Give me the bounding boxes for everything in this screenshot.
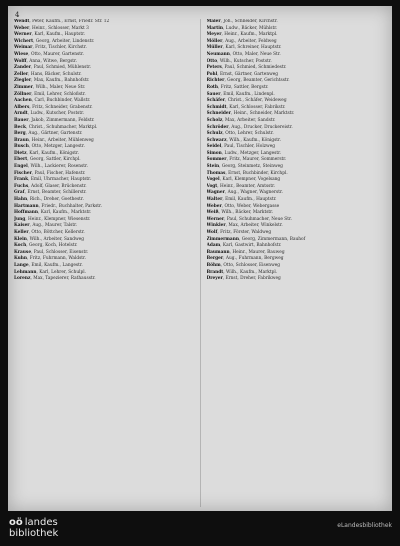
- entry-details: Georg, Beamter, Gerichtsstr.: [227, 78, 290, 84]
- directory-entry: Martin, Ludw., Bäcker, Mühlstr.: [206, 25, 278, 31]
- directory-entry: Brandt, Wilh., Kaufm., Marktpl.: [206, 269, 278, 275]
- entry-name: Brandt: [206, 269, 224, 275]
- entry-details: Karl, Kaufm., Marktstr.: [40, 210, 92, 216]
- entry-details: Otto, Schlosser, Eisenweg: [223, 262, 281, 268]
- directory-entry: Winkler, Max, Arbeiter, Winkelstr.: [206, 223, 283, 229]
- entry-details: Emil, Kaufm., Langestr.: [31, 262, 83, 268]
- entry-details: Wilh., Kaufm., Königstr.: [229, 137, 281, 143]
- directory-entry: Krause, Paul, Schlosser, Eisenstr.: [14, 249, 89, 255]
- entry-details: Ludw., Bäcker, Mühlstr.: [225, 25, 278, 31]
- entry-details: Joh., Schneider, Kirchstr.: [223, 19, 278, 24]
- entry-details: Karl, Kaufm., Königstr.: [29, 150, 79, 156]
- entry-details: Fritz, Tischler, Kirchstr.: [35, 45, 87, 51]
- directory-entry: Hartmann, Friedr., Buchhalter, Parkstr.: [14, 203, 102, 209]
- entry-name: Zeller: [14, 71, 29, 77]
- directory-entry: Berg, Aug., Gärtner, Gartenstr.: [14, 131, 83, 137]
- directory-entry: Lehmann, Karl, Lehrer, Schulpl.: [14, 269, 86, 275]
- entry-name: Schulz: [206, 131, 223, 137]
- entry-details: Paul, Fischer, Hafenstr.: [34, 170, 86, 176]
- entry-details: Ernst, Gärtner, Gartenweg: [219, 71, 279, 77]
- entry-name: Fuchs: [14, 183, 29, 189]
- directory-entry: Baumann, Heinr., Maurer, Bauweg: [206, 249, 285, 255]
- directory-entry: Lange, Emil, Kaufm., Langestr.: [14, 262, 83, 268]
- entry-name: Graf: [14, 190, 25, 196]
- entry-details: Max, Kaufm., Bahnhofstr.: [33, 78, 90, 84]
- entry-details: Ludw., Metzger, Langestr.: [224, 150, 282, 156]
- directory-entry: Bauer, Jakob, Zimmermann, Feldstr.: [14, 117, 95, 123]
- directory-entry: Jung, Heinr., Klempner, Wiesenstr.: [14, 216, 91, 222]
- entry-name: Böhm: [206, 262, 221, 268]
- directory-entry: Keller, Otto, Böttcher, Kellerstr.: [14, 230, 85, 235]
- directory-entry: Berger, Aug., Fuhrmann, Bergweg: [206, 256, 284, 262]
- entry-name: Möller: [206, 38, 223, 44]
- directory-entry: Peters, Paul, Schmied, Schmiedestr.: [206, 65, 287, 71]
- entry-name: Schäfer: [206, 98, 225, 104]
- entry-name: Busch: [14, 144, 29, 150]
- directory-entry: Weiß, Wilh., Bäcker, Marktstr.: [206, 210, 274, 216]
- entry-name: Schröder: [206, 124, 229, 130]
- entry-name: Roth: [206, 84, 219, 90]
- directory-entry: Simon, Ludw., Metzger, Langestr.: [206, 150, 282, 156]
- entry-name: Seidel: [206, 144, 222, 150]
- entry-details: Paul, Tischler, Holzweg: [224, 144, 276, 150]
- entry-name: Lange: [14, 262, 29, 268]
- entry-details: Georg, Koch, Hotelstr.: [28, 243, 78, 249]
- entry-details: Otto, Maler, Neue Str.: [232, 51, 281, 57]
- directory-entry: Weber, Heinr., Schlosser, Markt 3: [14, 25, 89, 31]
- entry-name: Hartmann: [14, 203, 39, 209]
- entry-details: Heinr., Klempner, Wiesenstr.: [28, 216, 91, 222]
- entry-details: Anna, Witwe, Bergstr.: [29, 58, 77, 64]
- entry-name: Adam: [206, 243, 221, 249]
- directory-entry: Stein, Georg, Steinmetz, Steinweg: [206, 164, 283, 170]
- entry-details: Karl, Lehrer, Schulpl.: [39, 269, 86, 275]
- entry-details: Emil, Kaufm., Hauptstr.: [225, 197, 277, 203]
- entry-name: Müller: [206, 45, 223, 51]
- entry-details: Karl, Klempner, Vogelsang: [222, 177, 281, 183]
- directory-entry: Lorenz, Max, Tapezierer, Rathausstr.: [14, 276, 96, 282]
- directory-entry: Zimmer, Wilh., Maler, Neue Str.: [14, 84, 86, 90]
- entry-details: Heinr., Maurer, Bauweg: [232, 249, 285, 255]
- entry-name: Kuhn: [14, 256, 28, 262]
- entry-details: Ludw., Kutscher, Poststr.: [30, 111, 85, 117]
- entry-details: Max, Arbeiter, Winkelstr.: [228, 223, 283, 229]
- directory-entry: Busch, Otto, Metzger, Langestr.: [14, 144, 85, 150]
- directory-entry: Sommer, Fritz, Maurer, Sommerstr.: [206, 157, 287, 163]
- directory-columns: [14, 19, 386, 507]
- directory-entry: Zöllner, Emil, Lehrer, Schloßstr.: [14, 91, 86, 97]
- directory-entry: Wichert, Georg, Arbeiter, Lindenstr.: [14, 38, 95, 44]
- entry-details: Heinr., Beamter, Amtsstr.: [220, 183, 276, 189]
- entry-details: Aug., Drucker, Druckereistr.: [231, 124, 293, 130]
- entry-name: Wichert: [14, 38, 34, 44]
- directory-entry: Zimmermann, Georg, Zimmermann, Bauhof: [206, 236, 306, 242]
- entry-name: Vogel: [206, 177, 220, 183]
- directory-entry: Braun, Heinr., Arbeiter, Mühlenweg: [14, 137, 94, 143]
- directory-entry: Hahn, Rich., Dreher, Goethestr.: [14, 197, 84, 203]
- directory-entry: Beck, Christ., Schuhmacher, Marktpl.: [14, 124, 98, 130]
- entry-details: Karl, Kaufm., Hauptstr.: [34, 32, 86, 38]
- entry-name: Berger: [206, 256, 224, 262]
- directory-entry: Dreyer, Ernst, Dreher, Fabrikweg: [206, 276, 281, 282]
- directory-entry: Neumann, Otto, Maler, Neue Str.: [206, 51, 281, 57]
- entry-details: Paul, Schmied, Mühlenstr.: [33, 65, 92, 71]
- entry-details: Wilh., Bäcker, Marktstr.: [221, 210, 274, 216]
- entry-name: Richter: [206, 78, 225, 84]
- entry-name: Zander: [14, 65, 32, 71]
- directory-entry: Scholz, Max, Arbeiter, Sandstr.: [206, 117, 276, 123]
- entry-details: Otto, Lehrer, Schulstr.: [225, 131, 274, 137]
- entry-name: Martin: [206, 25, 224, 31]
- entry-name: Sauer: [206, 91, 221, 97]
- entry-details: Max, Arbeiter, Sandstr.: [225, 117, 276, 123]
- entry-details: Adolf, Glaser, Brückenstr.: [31, 183, 87, 189]
- entry-name: Bauer: [14, 117, 29, 123]
- entry-name: Albers: [14, 104, 30, 110]
- directory-entry: Ziegler, Max, Kaufm., Bahnhofstr.: [14, 78, 90, 84]
- entry-details: Paul, Schuhmacher, Neue Str.: [226, 216, 292, 222]
- entry-name: Weber: [206, 203, 222, 209]
- directory-entry: Richter, Georg, Beamter, Gerichtsstr.: [206, 78, 290, 84]
- directory-entry: Engel, Wilh., Lackierer, Rosenstr.: [14, 164, 88, 170]
- entry-details: Ernst, Dreher, Fabrikweg: [225, 276, 281, 282]
- entry-details: Heinr., Schlosser, Markt 3: [31, 25, 89, 31]
- directory-entry: Meyer, Heinr., Kaufm., Marktpl.: [206, 32, 278, 38]
- entry-details: Aug., Wagner, Wagnerstr.: [227, 190, 283, 196]
- entry-details: Ernst, Buchbinder, Kirchpl.: [228, 170, 288, 176]
- entry-details: Karl, Schreiner, Hauptstr.: [225, 45, 282, 51]
- directory-entry: Seidel, Paul, Tischler, Holzweg: [206, 144, 276, 150]
- entry-name: Scholz: [206, 117, 223, 123]
- entry-name: Hahn: [14, 197, 28, 203]
- directory-entry: Wendt, Peter, Kaufm., Ernst, Friedr. Str. 12: [14, 19, 110, 24]
- entry-name: Hoffmann: [14, 210, 39, 216]
- directory-entry: Werner, Karl, Kaufm., Hauptstr.: [14, 32, 86, 38]
- directory-entry: Kaiser, Aug., Maurer, Talstr.: [14, 223, 78, 229]
- entry-name: Engel: [14, 164, 28, 170]
- entry-name: Krause: [14, 249, 32, 255]
- directory-entry: Sauer, Emil, Kaufm., Lindenpl.: [206, 91, 275, 97]
- entry-name: Lorenz: [14, 276, 31, 282]
- entry-name: Zimmermann: [206, 236, 239, 242]
- entry-details: Rich., Dreher, Goethestr.: [29, 197, 84, 203]
- entry-details: Wilh., Kaufm., Marktpl.: [226, 269, 278, 275]
- directory-entry: Böhm, Otto, Schlosser, Eisenweg: [206, 262, 281, 268]
- entry-name: Zöllner: [14, 91, 32, 97]
- entry-name: Stein: [206, 164, 220, 170]
- entry-details: Wilh., Maler, Neue Str.: [35, 84, 86, 90]
- entry-name: Ziegler: [14, 78, 32, 84]
- entry-details: Fritz, Förster, Waldweg: [220, 230, 272, 235]
- entry-details: Georg, Arbeiter, Lindenstr.: [35, 38, 95, 44]
- directory-entry: Schulz, Otto, Lehrer, Schulstr.: [206, 131, 274, 137]
- entry-name: Kaiser: [14, 223, 30, 229]
- entry-details: Heinr., Arbeiter, Mühlenweg: [31, 137, 94, 143]
- entry-name: Zimmer: [14, 84, 33, 90]
- entry-name: Maier: [206, 19, 221, 24]
- entry-name: Wiese: [14, 51, 29, 57]
- entry-details: Georg, Steinmetz, Steinweg: [221, 164, 283, 170]
- directory-entry: Wiese, Otto, Maurer, Gartenstr.: [14, 51, 84, 57]
- entry-name: Wagner: [206, 190, 225, 196]
- directory-entry: Zander, Paul, Schmied, Mühlenstr.: [14, 65, 92, 71]
- entry-details: Friedr., Buchhalter, Parkstr.: [41, 203, 102, 209]
- directory-entry: Schwarz, Wilh., Kaufm., Königstr.: [206, 137, 281, 143]
- page-number: 4: [15, 11, 20, 19]
- entry-details: Aug., Arbeiter, Feldweg: [225, 38, 277, 44]
- entry-name: Wendt: [14, 19, 30, 24]
- directory-entry: Müller, Karl, Schreiner, Hauptstr.: [206, 45, 282, 51]
- left-column: [14, 19, 194, 507]
- entry-details: Christ., Schuhmacher, Marktpl.: [28, 124, 98, 130]
- entry-name: Vogt: [206, 183, 218, 189]
- entry-details: Georg, Zimmermann, Bauhof: [241, 236, 306, 242]
- entry-details: Fritz, Maurer, Sommerstr.: [229, 157, 287, 163]
- entry-details: Carl, Buchbinder, Wallstr.: [34, 98, 91, 104]
- entry-name: Weimar: [14, 45, 33, 51]
- entry-details: Heinr., Kaufm., Marktpl.: [224, 32, 278, 38]
- entry-details: Paul, Schlosser, Eisenstr.: [33, 249, 89, 255]
- directory-entry: Weimar, Fritz, Tischler, Kirchstr.: [14, 45, 87, 51]
- entry-details: Karl, Gastwirt, Bahnhofstr.: [222, 243, 282, 249]
- entry-name: Keller: [14, 230, 29, 235]
- entry-details: Wilh., Arbeiter, Sandweg: [29, 236, 84, 242]
- directory-entry: Fuchs, Adolf, Glaser, Brückenstr.: [14, 183, 87, 189]
- directory-entry: Vogel, Karl, Klempner, Vogelsang: [206, 177, 281, 183]
- directory-entry: Frank, Emil, Uhrmacher, Hauptstr.: [14, 177, 92, 183]
- directory-entry: Wolf, Fritz, Förster, Waldweg: [206, 230, 272, 235]
- entry-name: Wolff: [14, 58, 27, 64]
- entry-name: Sommer: [206, 157, 227, 163]
- directory-entry: Maier, Joh., Schneider, Kirchstr.: [206, 19, 278, 24]
- directory-entry: Schneider, Heinr., Schneider, Marktstr.: [206, 111, 295, 117]
- entry-name: Fischer: [14, 170, 32, 176]
- directory-entry: Ebert, Georg, Sattler, Kirchpl.: [14, 157, 81, 163]
- entry-name: Jung: [14, 216, 26, 222]
- entry-name: Walter: [206, 197, 223, 203]
- directory-entry: Graf, Ernst, Beamter, Schillerstr.: [14, 190, 87, 196]
- directory-entry: Vogt, Heinr., Beamter, Amtsstr.: [206, 183, 276, 189]
- directory-entry: Walter, Emil, Kaufm., Hauptstr.: [206, 197, 277, 203]
- entry-details: Aug., Fuhrmann, Bergweg: [225, 256, 284, 262]
- entry-name: Arndt: [14, 111, 28, 117]
- directory-entry: Weber, Otto, Weber, Webergasse: [206, 203, 280, 209]
- directory-entry: Albers, Fritz, Schneider, Grabenstr.: [14, 104, 93, 110]
- entry-name: Schmidt: [206, 104, 227, 110]
- entry-details: Fritz, Sattler, Bergstr.: [220, 84, 269, 90]
- entry-details: Christ., Schäfer, Weideweg: [227, 98, 287, 104]
- entry-details: Jakob, Zimmermann, Feldstr.: [31, 117, 95, 123]
- entry-name: Aachen: [14, 98, 32, 104]
- logo-line-1: landes: [24, 517, 58, 528]
- entry-name: Peters: [206, 65, 222, 71]
- directory-entry: Wolff, Anna, Witwe, Bergstr.: [14, 58, 77, 64]
- entry-name: Lehmann: [14, 269, 37, 275]
- directory-entry: Werner, Paul, Schuhmacher, Neue Str.: [206, 216, 292, 222]
- entry-name: Pohl: [206, 71, 218, 77]
- footer-bar: [0, 511, 400, 546]
- directory-entry: Roth, Fritz, Sattler, Bergstr.: [206, 84, 269, 90]
- entry-details: Wilh., Lackierer, Rosenstr.: [30, 164, 88, 170]
- entry-details: Hans, Bäcker, Schulstr.: [30, 71, 82, 77]
- entry-name: Beck: [14, 124, 26, 130]
- entry-name: Koch: [14, 243, 27, 249]
- entry-name: Berg: [14, 131, 26, 137]
- directory-entry: Aachen, Carl, Buchbinder, Wallstr.: [14, 98, 91, 104]
- entry-details: Emil, Lehrer, Schloßstr.: [34, 91, 86, 97]
- directory-entry: Fischer, Paul, Fischer, Hafenstr.: [14, 170, 86, 176]
- right-column: [207, 19, 387, 507]
- directory-entry: Pohl, Ernst, Gärtner, Gartenweg: [206, 71, 279, 77]
- directory-entry: Schröder, Aug., Drucker, Druckereistr.: [206, 124, 293, 130]
- entry-details: Otto, Metzger, Langestr.: [31, 144, 85, 150]
- directory-entry: Arndt, Ludw., Kutscher, Poststr.: [14, 111, 85, 117]
- library-logo: [9, 517, 58, 539]
- entry-name: Weiß: [206, 210, 219, 216]
- directory-entry: Otto, Wilh., Kutscher, Poststr.: [206, 58, 272, 64]
- entry-name: Wolf: [206, 230, 218, 235]
- directory-entry: Hoffmann, Karl, Kaufm., Marktstr.: [14, 210, 92, 216]
- entry-name: Braun: [14, 137, 29, 143]
- entry-details: Heinr., Schneider, Marktstr.: [233, 111, 295, 117]
- entry-name: Schneider: [206, 111, 231, 117]
- entry-details: Georg, Sattler, Kirchpl.: [30, 157, 81, 163]
- entry-name: Neumann: [206, 51, 230, 57]
- entry-name: Dietz: [14, 150, 27, 156]
- entry-name: Baumann: [206, 249, 230, 255]
- entry-name: Winkler: [206, 223, 226, 229]
- entry-name: Simon: [206, 150, 222, 156]
- entry-details: Otto, Böttcher, Kellerstr.: [31, 230, 85, 235]
- directory-entry: Schmidt, Karl, Schlosser, Fabrikstr.: [206, 104, 286, 110]
- directory-entry: Kuhn, Fritz, Fuhrmann, Waldstr.: [14, 256, 86, 262]
- entry-name: Thomas: [206, 170, 226, 176]
- entry-name: Werner: [14, 32, 32, 38]
- entry-details: Fritz, Schneider, Grabenstr.: [32, 104, 93, 110]
- entry-details: Otto, Weber, Webergasse: [224, 203, 280, 209]
- logo-mark: oö: [9, 517, 23, 528]
- directory-entry: Dietz, Karl, Kaufm., Königstr.: [14, 150, 79, 156]
- entry-name: Weber: [14, 25, 30, 31]
- logo-line-2: bibliothek: [9, 528, 59, 539]
- entry-details: Karl, Schlosser, Fabrikstr.: [229, 104, 286, 110]
- entry-name: Otto: [206, 58, 218, 64]
- directory-entry: Klein, Wilh., Arbeiter, Sandweg: [14, 236, 84, 242]
- directory-entry: Möller, Aug., Arbeiter, Feldweg: [206, 38, 277, 44]
- directory-entry: Thomas, Ernst, Buchbinder, Kirchpl.: [206, 170, 288, 176]
- entry-details: Max, Tapezierer, Rathausstr.: [33, 276, 96, 282]
- entry-details: Aug., Maurer, Talstr.: [32, 223, 78, 229]
- entry-details: Aug., Gärtner, Gartenstr.: [28, 131, 83, 137]
- directory-entry: Wagner, Aug., Wagner, Wagnerstr.: [206, 190, 283, 196]
- entry-name: Werner: [206, 216, 225, 222]
- column-divider: [200, 19, 201, 507]
- entry-name: Schwarz: [206, 137, 227, 143]
- entry-details: Emil, Uhrmacher, Hauptstr.: [30, 177, 92, 183]
- entry-details: Otto, Maurer, Gartenstr.: [31, 51, 84, 57]
- entry-name: Meyer: [206, 32, 222, 38]
- entry-details: Wilh., Kutscher, Poststr.: [219, 58, 272, 64]
- directory-entry: Schäfer, Christ., Schäfer, Weideweg: [206, 98, 287, 104]
- entry-details: Emil, Kaufm., Lindenpl.: [223, 91, 275, 97]
- directory-entry: Koch, Georg, Koch, Hotelstr.: [14, 243, 78, 249]
- directory-entry: Zeller, Hans, Bäcker, Schulstr.: [14, 71, 82, 77]
- entry-details: Ernst, Beamter, Schillerstr.: [27, 190, 87, 196]
- entry-name: Frank: [14, 177, 29, 183]
- directory-entry: Adam, Karl, Gastwirt, Bahnhofstr.: [206, 243, 282, 249]
- entry-name: Ebert: [14, 157, 28, 163]
- entry-name: Klein: [14, 236, 27, 242]
- credit-text: eLandesbibliothek: [337, 522, 392, 529]
- entry-name: Dreyer: [206, 276, 223, 282]
- entry-details: Paul, Schmied, Schmiedestr.: [224, 65, 287, 71]
- entry-details: Peter, Kaufm., Ernst, Friedr. Str. 12: [32, 19, 110, 24]
- document-page: [8, 6, 392, 511]
- entry-details: Fritz, Fuhrmann, Waldstr.: [29, 256, 86, 262]
